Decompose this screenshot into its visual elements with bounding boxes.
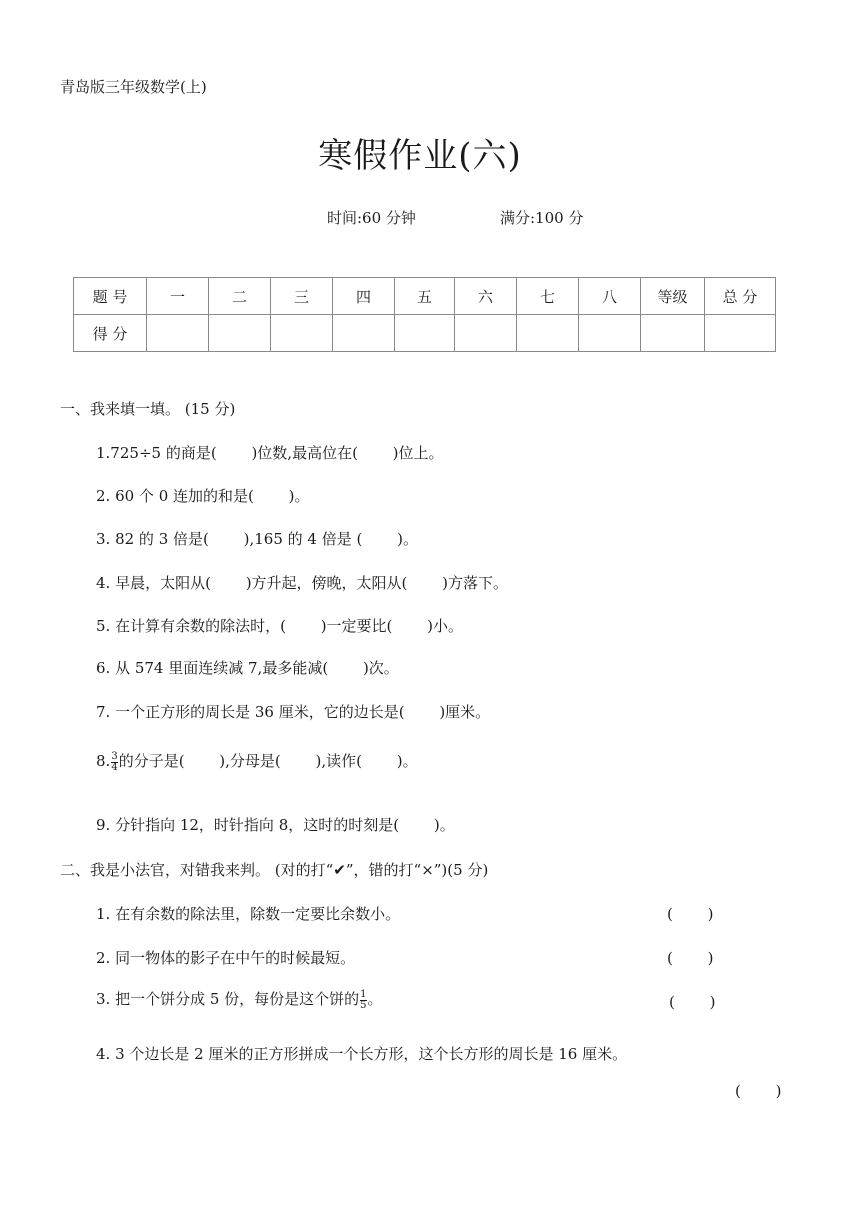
fraction-denominator: 4 xyxy=(111,761,118,773)
question-item: 6. 从 574 里面连续减 7,最多能减( )次。 xyxy=(96,659,399,677)
page-title: 寒假作业(六) xyxy=(318,136,522,176)
table-header-cell: 七 xyxy=(517,278,579,315)
question-item: 1.725÷5 的商是( )位数,最高位在( )位上。 xyxy=(96,444,444,462)
table-header-cell: 八 xyxy=(579,278,641,315)
answer-blank[interactable]: ( ) xyxy=(667,905,714,923)
score-cell[interactable] xyxy=(147,315,209,352)
question-item: 5. 在计算有余数的除法时，( )一定要比( )小。 xyxy=(96,617,464,635)
question-item: 7. 一个正方形的周长是 36 厘米，它的边长是( )厘米。 xyxy=(96,703,491,721)
answer-blank[interactable]: ( ) xyxy=(735,1082,782,1100)
table-header-cell: 题 号 xyxy=(74,278,147,315)
table-row xyxy=(74,315,776,352)
score-table xyxy=(73,277,776,352)
table-header-cell: 六 xyxy=(455,278,517,315)
book-label: 青岛版三年级数学(上) xyxy=(60,78,207,96)
time-label: 时间:60 分钟 xyxy=(327,209,416,227)
question-item: 9. 分针指向 12，时针指向 8，这时的时刻是( )。 xyxy=(96,816,455,834)
question-item: 4. 早晨，太阳从( )方升起，傍晚，太阳从( )方落下。 xyxy=(96,574,509,592)
question-item xyxy=(96,750,418,773)
fraction-denominator: 5 xyxy=(360,999,367,1011)
score-cell[interactable] xyxy=(579,315,641,352)
fraction xyxy=(111,752,117,773)
answer-blank[interactable]: ( ) xyxy=(667,949,714,967)
table-header-cell: 二 xyxy=(209,278,271,315)
answer-blank[interactable]: ( ) xyxy=(669,993,716,1011)
question-item: 4. 3 个边长是 2 厘米的正方形拼成一个长方形，这个长方形的周长是 16 厘米。 xyxy=(96,1045,628,1063)
table-header-cell: 总 分 xyxy=(705,278,776,315)
question-item: 2. 60 个 0 连加的和是( )。 xyxy=(96,487,310,505)
score-cell[interactable] xyxy=(271,315,333,352)
score-cell[interactable] xyxy=(517,315,579,352)
table-header-cell: 五 xyxy=(395,278,455,315)
score-cell[interactable] xyxy=(209,315,271,352)
section-heading: 二、我是小法官，对错我来判。 (对的打“✔”，错的打“×”)(5 分) xyxy=(60,861,489,879)
fraction xyxy=(360,990,366,1011)
table-header-cell: 一 xyxy=(147,278,209,315)
question-number: 8. xyxy=(96,752,111,770)
table-header-cell: 等级 xyxy=(641,278,705,315)
section-heading: 一、我来填一填。 (15 分) xyxy=(60,400,236,418)
score-cell[interactable] xyxy=(333,315,395,352)
score-cell[interactable] xyxy=(705,315,776,352)
question-end: 。 xyxy=(367,990,383,1008)
question-text: 的分子是( ),分母是( ),读作( )。 xyxy=(118,752,418,770)
question-item: 2. 同一物体的影子在中午的时候最短。 xyxy=(96,949,356,967)
question-item: 3. 82 的 3 倍是( ),165 的 4 倍是 ( )。 xyxy=(96,530,418,548)
score-cell[interactable] xyxy=(641,315,705,352)
table-row xyxy=(74,278,776,315)
table-header-cell: 三 xyxy=(271,278,333,315)
table-row-label: 得 分 xyxy=(74,315,147,352)
question-item: 1. 在有余数的除法里，除数一定要比余数小。 xyxy=(96,905,401,923)
table-header-cell: 四 xyxy=(333,278,395,315)
question-text: 3. 把一个饼分成 5 份，每份是这个饼的 xyxy=(96,990,360,1008)
fraction-numerator: 1 xyxy=(360,988,367,1000)
full-score-label: 满分:100 分 xyxy=(500,209,584,227)
fraction-numerator: 3 xyxy=(111,750,118,762)
question-item xyxy=(96,988,383,1011)
score-cell[interactable] xyxy=(455,315,517,352)
score-cell[interactable] xyxy=(395,315,455,352)
